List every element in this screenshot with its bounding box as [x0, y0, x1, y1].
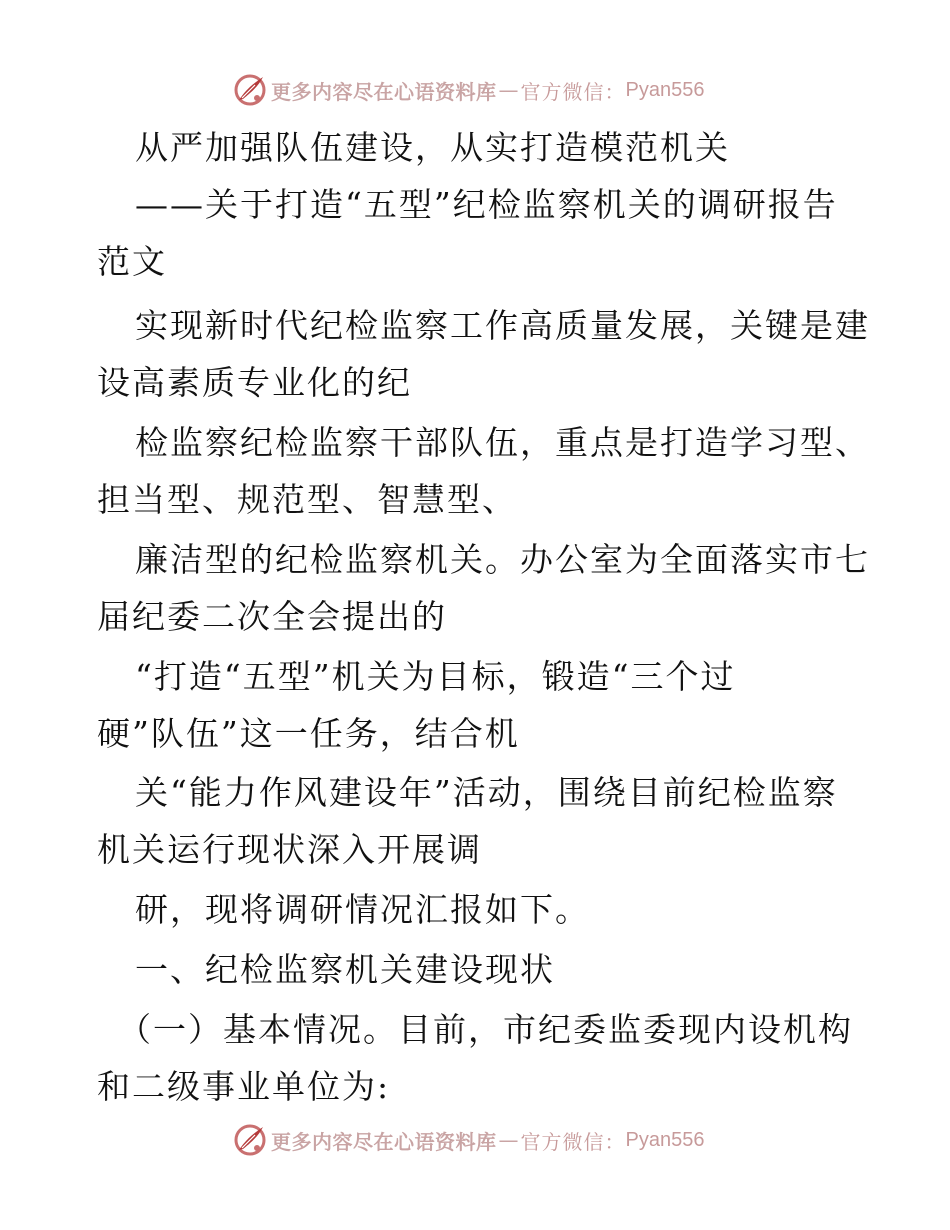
paragraph-line: 担当型、规范型、智慧型、	[97, 480, 517, 519]
paragraph-line: 机关运行现状深入开展调	[97, 830, 482, 869]
paragraph-line: 检监察纪检监察干部队伍，重点是打造学习型、	[135, 423, 870, 462]
doc-subtitle-cont: 范文	[97, 242, 167, 281]
paragraph-line: 设高素质专业化的纪	[97, 363, 412, 402]
paragraph-line: 硬”队伍”这一任务，结合机	[97, 714, 520, 753]
doc-subtitle: ——关于打造“五型”纪检监察机关的调研报告	[135, 185, 838, 224]
watermark-text: 更多内容尽在心语资料库	[271, 1129, 497, 1154]
watermark-dash: —	[498, 78, 519, 102]
watermark-wechat-id: Pyan556	[625, 1128, 705, 1151]
footer-watermark	[233, 1122, 704, 1158]
paragraph-line: 关“能力作风建设年”活动，围绕目前纪检监察	[135, 773, 838, 812]
paragraph-line: 廉洁型的纪检监察机关。办公室为全面落实市七	[135, 540, 870, 579]
paragraph-line: “打造“五型”机关为目标，锻造“三个过	[135, 657, 736, 696]
quill-logo-icon	[233, 1123, 267, 1157]
paragraph-line: （一）基本情况。目前，市纪委监委现内设机构	[118, 1010, 853, 1049]
doc-title: 从严加强队伍建设，从实打造模范机关	[135, 128, 730, 167]
paragraph-line: 和二级事业单位为:	[97, 1067, 391, 1106]
paragraph-line: 研，现将调研情况汇报如下。	[135, 890, 590, 929]
watermark-text: 更多内容尽在心语资料库	[271, 79, 497, 104]
header-watermark	[233, 72, 704, 108]
paragraph-line: 实现新时代纪检监察工作高质量发展，关键是建	[135, 306, 870, 345]
paragraph-line: 届纪委二次全会提出的	[97, 597, 447, 636]
watermark-dash: —	[498, 1128, 519, 1152]
section-heading: 一、纪检监察机关建设现状	[135, 950, 555, 989]
watermark-wechat-id: Pyan556	[625, 78, 705, 101]
watermark-wechat-label: 官方微信：	[520, 1129, 626, 1154]
quill-logo-icon	[233, 73, 267, 107]
watermark-wechat-label: 官方微信：	[520, 79, 626, 104]
